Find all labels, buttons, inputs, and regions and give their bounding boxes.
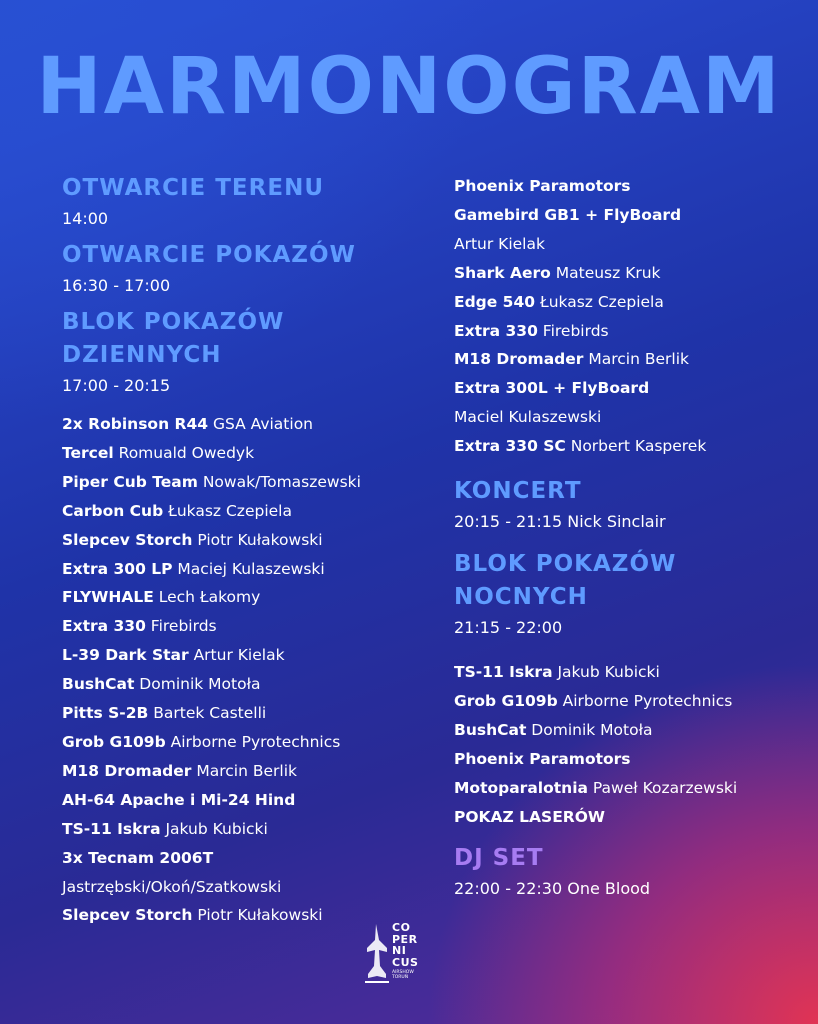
schedule-item xyxy=(62,670,432,699)
aircraft-name: M18 Dromader xyxy=(454,350,584,369)
performer-name: Jakub Kubicki xyxy=(557,663,660,682)
performer-name: Lech Łakomy xyxy=(158,588,261,607)
night-block-heading-line2: NOCNYCH xyxy=(454,584,588,611)
performer-name: Firebirds xyxy=(150,617,217,636)
schedule-item xyxy=(62,641,432,670)
schedule-item xyxy=(454,432,804,461)
performer-name: Marcin Berlik xyxy=(196,761,297,780)
aircraft-name: Extra 300 LP xyxy=(62,559,173,578)
left-column xyxy=(62,172,432,930)
aircraft-name: Gamebird GB1 + FlyBoard xyxy=(454,205,682,224)
day-block-heading-line2: DZIENNYCH xyxy=(62,342,222,368)
performer-name: Airborne Pyrotechnics xyxy=(562,691,733,710)
page-title: HARMONOGRAM xyxy=(36,42,782,132)
schedule-item xyxy=(454,201,804,230)
performer-name: Mateusz Kruk xyxy=(555,263,661,282)
performer-name: Airborne Pyrotechnics xyxy=(170,732,341,751)
aircraft-name: AH-64 Apache i Mi-24 Hind xyxy=(62,790,296,809)
schedule-item xyxy=(62,728,432,757)
schedule-item xyxy=(62,612,432,641)
day-block-heading-line1: BLOK POKAZÓW xyxy=(62,309,285,335)
aircraft-name: Tercel xyxy=(62,443,114,462)
schedule-item xyxy=(454,658,804,687)
performer-name: Jakub Kubicki xyxy=(165,819,268,838)
performer-name: Łukasz Czepiela xyxy=(539,292,664,311)
aircraft-name: 2x Robinson R44 xyxy=(62,415,209,433)
schedule-item xyxy=(62,439,432,468)
schedule-item xyxy=(454,345,804,374)
aircraft-name: L-39 Dark Star xyxy=(62,646,189,665)
performer-name: Nowak/Tomaszewski xyxy=(202,472,361,491)
aircraft-name: 3x Tecnam 2006T xyxy=(62,848,214,867)
opening-heading: OTWARCIE TERENU xyxy=(62,175,324,201)
schedule-item xyxy=(454,317,804,346)
aircraft-silhouette-icon xyxy=(362,920,392,986)
schedule-item xyxy=(454,687,804,716)
performer-name: Firebirds xyxy=(542,321,609,340)
aircraft-name: Extra 330 xyxy=(454,321,538,340)
schedule-item xyxy=(454,288,804,317)
schedule-item xyxy=(454,259,804,288)
schedule-item xyxy=(454,172,804,201)
aircraft-name: Edge 540 xyxy=(454,292,536,311)
performer-name: Dominik Motoła xyxy=(531,720,653,739)
aircraft-name: Piper Cub Team xyxy=(62,472,198,491)
aircraft-name: Shark Aero xyxy=(454,263,551,282)
copernicus-airshow-logo xyxy=(362,920,432,990)
night-schedule-list xyxy=(454,658,804,831)
schedule-item xyxy=(454,803,804,832)
aircraft-name: FLYWHALE xyxy=(62,588,154,607)
performer-name: Paweł Kozarzewski xyxy=(592,778,738,797)
schedule-item xyxy=(62,699,432,728)
aircraft-name: Grob G109b xyxy=(62,732,166,751)
dj-set-time: 22:00 - 22:30 One Blood xyxy=(454,878,651,898)
aircraft-name: Slepcev Storch xyxy=(62,530,193,549)
performer-name: Norbert Kasperek xyxy=(570,437,707,456)
performer-name: Maciel Kulaszewski xyxy=(454,408,602,427)
schedule-item xyxy=(454,716,804,745)
performer-name: Piotr Kułakowski xyxy=(197,906,323,925)
performer-name: Marcin Berlik xyxy=(588,350,689,369)
opening-time: 14:00 xyxy=(62,209,109,228)
right-column xyxy=(454,172,804,909)
concert-time: 20:15 - 21:15 Nick Sinclair xyxy=(454,512,666,532)
schedule-item xyxy=(62,873,432,902)
aircraft-name: TS-11 Iskra xyxy=(454,663,553,682)
aircraft-name: Grob G109b xyxy=(454,691,558,710)
schedule-item xyxy=(454,403,804,432)
day-block-time: 17:00 - 20:15 xyxy=(62,376,171,395)
schedule-item xyxy=(454,774,804,803)
performer-name: GSA Aviation xyxy=(212,415,313,433)
aircraft-name: Pitts S-2B xyxy=(62,704,149,723)
shows-opening-heading: OTWARCIE POKAZÓW xyxy=(62,242,356,268)
shows-opening-time: 16:30 - 17:00 xyxy=(62,276,171,295)
aircraft-name: M18 Dromader xyxy=(62,761,192,780)
schedule-item xyxy=(62,497,432,526)
logo-subtitle: AIRSHOW TORUŃ xyxy=(392,970,414,980)
aircraft-name: Extra 330 SC xyxy=(454,437,566,456)
schedule-item xyxy=(62,555,432,584)
performer-name: Artur Kielak xyxy=(193,646,285,665)
day-schedule-list xyxy=(62,410,432,930)
aircraft-name: TS-11 Iskra xyxy=(62,819,161,838)
logo-wordmark: CO PER NI CUS xyxy=(392,921,419,969)
aircraft-name: Phoenix Paramotors xyxy=(454,749,631,768)
aircraft-name: BushCat xyxy=(62,675,135,694)
aircraft-name: POKAZ LASERÓW xyxy=(454,807,606,826)
aircraft-name: Slepcev Storch xyxy=(62,906,193,925)
performer-name: Piotr Kułakowski xyxy=(197,530,323,549)
performer-name: Dominik Motoła xyxy=(139,675,261,694)
performer-name: Bartek Castelli xyxy=(153,704,267,723)
performer-name: Łukasz Czepiela xyxy=(168,501,292,520)
schedule-item xyxy=(62,410,432,439)
schedule-item xyxy=(62,786,432,815)
schedule-item xyxy=(62,757,432,786)
dj-set-heading: DJ SET xyxy=(454,844,544,871)
performer-name: Romuald Owedyk xyxy=(118,443,255,462)
performer-name: Maciej Kulaszewski xyxy=(177,559,325,578)
schedule-item xyxy=(62,844,432,873)
night-block-time: 21:15 - 22:00 xyxy=(454,618,563,638)
aircraft-name: Motoparalotnia xyxy=(454,778,588,797)
day-schedule-list-continued xyxy=(454,172,804,461)
aircraft-name: Carbon Cub xyxy=(62,501,164,520)
concert-heading: KONCERT xyxy=(454,478,582,505)
aircraft-name: Extra 300L + FlyBoard xyxy=(454,379,650,398)
schedule-item xyxy=(62,583,432,612)
aircraft-name: Phoenix Paramotors xyxy=(454,177,631,195)
performer-name: Artur Kielak xyxy=(454,234,545,253)
schedule-item xyxy=(62,526,432,555)
schedule-item xyxy=(454,374,804,403)
aircraft-name: Extra 330 xyxy=(62,617,146,636)
performer-name: Jastrzębski/Okoń/Szatkowski xyxy=(62,877,282,896)
schedule-item xyxy=(454,745,804,774)
schedule-item xyxy=(62,815,432,844)
aircraft-name: BushCat xyxy=(454,720,527,739)
schedule-item xyxy=(62,468,432,497)
schedule-item xyxy=(454,230,804,259)
night-block-heading-line1: BLOK POKAZÓW xyxy=(454,551,677,578)
